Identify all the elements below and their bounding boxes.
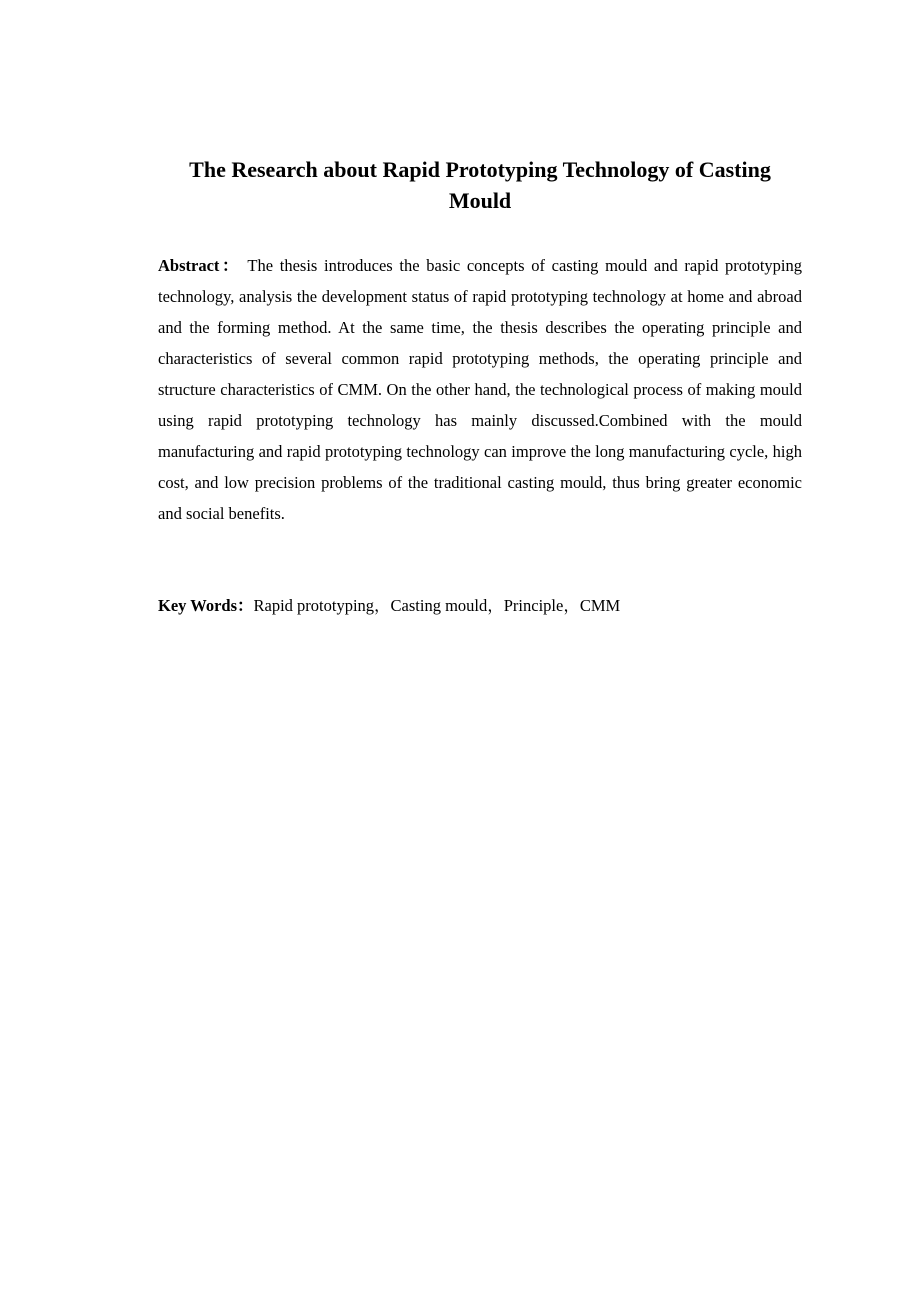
abstract-label: Abstract： xyxy=(158,256,242,275)
keywords-line xyxy=(158,590,802,621)
abstract-text: The thesis introduces the basic concepts of casting mould and rapid prototyping technology, analysis the development status of rapid prototyping technology at home and abroad and the forming method. At the same time, the thesis describes the operating principle and characteristics of several common rapid prototyping methods, the operating principle and structure characteristics of CMM. On the other hand, the technological process of making mould using rapid prototyping technology has mainly discussed.Combined with the mould manufacturing and rapid prototyping technology can improve the long manufacturing cycle, high cost, and low precision problems of the traditional casting mould, thus bring greater economic and social benefits. xyxy=(158,256,802,523)
keywords-text: Rapid prototyping，Casting mould，Principle，CMM xyxy=(253,596,621,615)
keywords-label: Key Words： xyxy=(158,596,254,615)
abstract-paragraph xyxy=(158,250,802,529)
paper-title: The Research about Rapid Prototyping Technology of Casting Mould xyxy=(189,157,771,213)
